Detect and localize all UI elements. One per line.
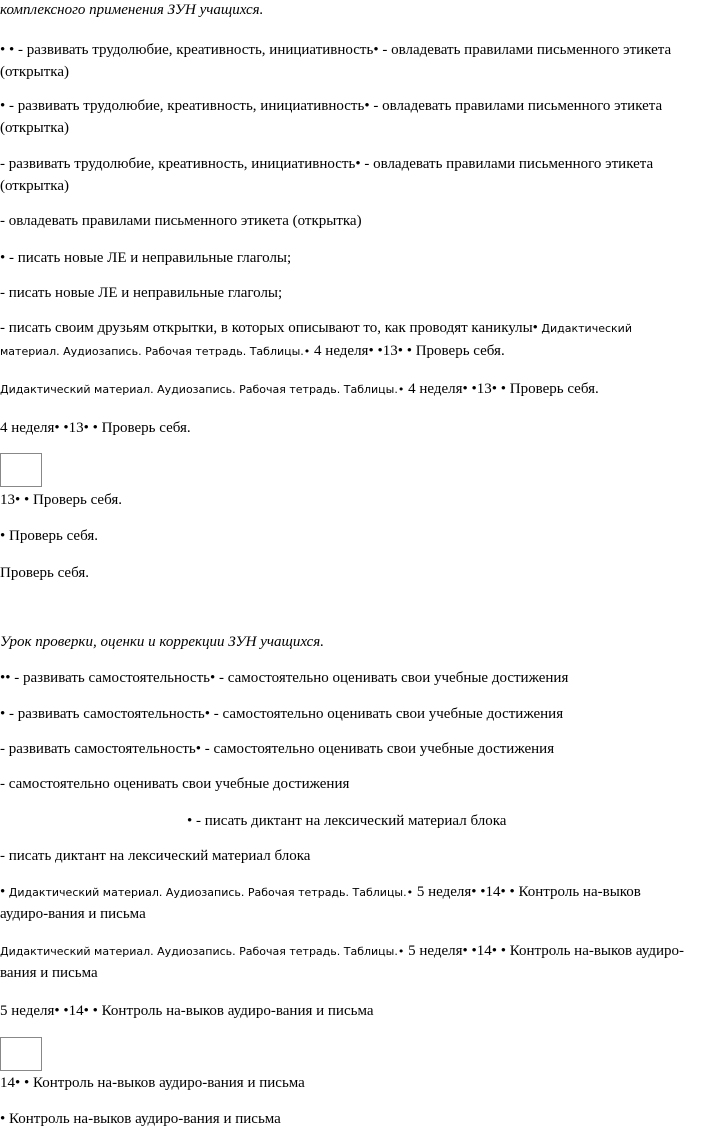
text-line: • - писать новые ЛЕ и неправильные глаголы;: [0, 250, 292, 266]
text-segment: 4 неделя• •13• • Проверь себя.: [310, 343, 505, 359]
text-segment: 5 неделя• •14• • Контроль на-выков аудиро-: [404, 943, 684, 959]
text-line: [0, 941, 684, 962]
lesson-type-line: комплексного применения ЗУН учащихся.: [0, 2, 264, 18]
text-line: [0, 341, 505, 362]
text-line: • - развивать трудолюбие, креативность, инициативность• - овладевать правилами письменного этикета: [0, 98, 663, 114]
text-line: [0, 318, 632, 339]
text-segment: 5 неделя• •14• • Контроль на-выков: [413, 884, 641, 900]
text-line: - писать новые ЛЕ и неправильные глаголы;: [0, 285, 283, 301]
text-line: 14• • Контроль на-выков аудиро-вания и письма: [0, 1075, 305, 1091]
text-line: - самостоятельно оценивать свои учебные достижения: [0, 776, 350, 792]
text-line: 5 неделя• •14• • Контроль на-выков аудиро-вания и письма: [0, 1003, 374, 1019]
text-line: (открытка): [0, 64, 69, 80]
text-line: вания и письма: [0, 965, 98, 981]
text-line: (открытка): [0, 178, 69, 194]
text-line: [0, 379, 599, 400]
text-segment: Дидактический: [537, 322, 632, 335]
text-segment: - писать своим друзьям открытки, в которых описывают то, как проводят каникулы•: [0, 320, 538, 336]
text-segment: Дидактический материал. Аудиозапись. Рабочая тетрадь. Таблицы.•: [0, 383, 405, 396]
text-line: аудиро-вания и письма: [0, 906, 146, 922]
text-line: • • - развивать трудолюбие, креативность, инициативность• - овладевать правилами письменного этикета: [0, 42, 672, 58]
text-line: - писать диктант на лексический материал блока: [0, 848, 311, 864]
text-line: [0, 882, 641, 903]
text-line: 13• • Проверь себя.: [0, 492, 122, 508]
text-line: Проверь себя.: [0, 565, 89, 581]
text-segment: материал. Аудиозапись. Рабочая тетрадь. Таблицы.•: [0, 345, 311, 358]
text-line: • Контроль на-выков аудиро-вания и письма: [0, 1111, 281, 1127]
empty-cell-box: [0, 453, 42, 487]
text-line: 4 неделя• •13• • Проверь себя.: [0, 420, 191, 436]
text-line: - развивать трудолюбие, креативность, инициативность• - овладевать правилами письменного этикета: [0, 156, 654, 172]
text-line: (открытка): [0, 120, 69, 136]
lesson-type-line: Урок проверки, оценки и коррекции ЗУН учащихся.: [0, 634, 325, 650]
text-line: - развивать самостоятельность• - самостоятельно оценивать свои учебные достижения: [0, 741, 555, 757]
text-segment: Дидактический материал. Аудиозапись. Рабочая тетрадь. Таблицы.•: [5, 886, 414, 899]
text-segment: 4 неделя• •13• • Проверь себя.: [404, 381, 599, 397]
text-line: •• - развивать самостоятельность• - самостоятельно оценивать свои учебные достижения: [0, 670, 569, 686]
empty-cell-box: [0, 1037, 42, 1071]
text-line: • Проверь себя.: [0, 528, 98, 544]
text-segment: •: [0, 884, 6, 900]
text-line: • - писать диктант на лексический материал блока: [187, 813, 507, 829]
text-line: • - развивать самостоятельность• - самостоятельно оценивать свои учебные достижения: [0, 706, 564, 722]
text-segment: Дидактический материал. Аудиозапись. Рабочая тетрадь. Таблицы.•: [0, 945, 405, 958]
text-line: - овладевать правилами письменного этикета (открытка): [0, 213, 362, 229]
